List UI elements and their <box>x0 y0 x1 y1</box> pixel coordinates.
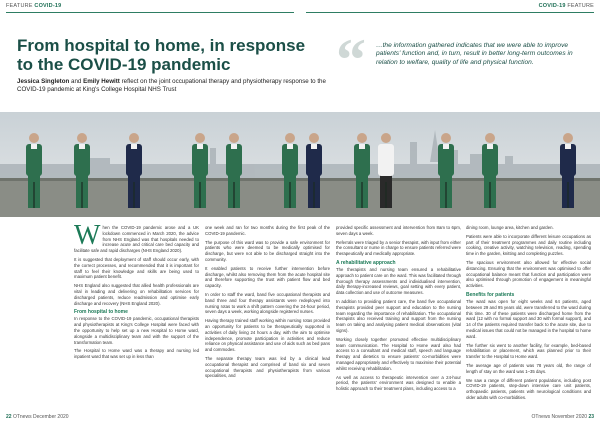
article-title: From hospital to home, in response to the COVID-19 pandemic <box>17 36 306 74</box>
paragraph-text: hen the COVID-19 pandemic arose and a UK lockdown commenced in March 2020, the advice from NHS England was that hospitals needed to increase acute and critical care bed capacity and facilitate safe and rapid discharges (NHS England 2020). <box>74 225 199 254</box>
section-label: FEATURE <box>6 3 33 9</box>
subheading: Benefits for patients <box>466 291 515 298</box>
page-number: 23 <box>588 414 594 420</box>
subheading: From hospital to home <box>74 309 128 316</box>
section-label: FEATURE <box>567 3 594 9</box>
topic-label: COVID-19 <box>538 3 566 9</box>
publication-name: OTnews <box>12 414 32 420</box>
paragraph: The ward was open for eight weeks and 64 patients, aged between 29 and 95 years old, were transferred to the ward during this time. 30 of these patients were discharged home from the ward (12 with no formal support and 30 with formal support), and 14 of the patients required transfer back to the acute site, due to medical issues that could not be managed in the hospital to home ward. <box>466 298 591 339</box>
running-header-right <box>539 3 594 9</box>
paragraph: It is suggested that deployment of staff should occur early, with the correct processes, and recommended that it is important for staff to feel their knowledge and skills are being used to maximum patient benefit. <box>74 256 199 280</box>
paragraph: The separate therapy team was led by a clinical lead occupational therapist and comprised of band six and seven occupational therapists and physiotherapists from various specialities, and <box>205 355 330 379</box>
quote-mark-icon: “ <box>336 27 366 93</box>
paragraph: provided specific assessment and intervention from 8am to 6pm, seven days a week. <box>336 225 461 236</box>
person <box>26 133 42 208</box>
header-rule <box>6 12 294 13</box>
person <box>192 133 208 208</box>
paragraph: Having therapy trained staff working within nursing rotas provided an opportunity for patients to be therapeutically supported in activities of daily living 24 hours a day, with the aim to optimise independence, promote participation in activities and reduce reliance on physical assistance and use of aids such as bed pans and commodes. <box>205 318 330 353</box>
paragraph: The further six went to another facility, for example, bed-based rehabilitation or placement, which was planned prior to their transfer to the Hospital to Home ward. <box>466 342 591 360</box>
paragraph: We saw a range of different patient populations, including post COVID-19 patients, step-down intensive care unit patients, orthopaedic patients, patients with neurological conditions and older adults with co-morbidities. <box>466 377 591 400</box>
body-column-3 <box>336 225 461 395</box>
standfirst-conjunction: and <box>71 78 82 85</box>
paragraph: It enabled patients to receive further intervention before discharge, whilst also removing them from the acute hospital site and therefore supporting the trust with patient flow and bed capacity. <box>205 265 330 289</box>
issue-date: November 2020 <box>551 414 588 420</box>
standfirst <box>17 78 347 94</box>
person <box>282 133 298 208</box>
person <box>306 133 322 208</box>
body-column-2 <box>205 225 330 382</box>
page-number: 22 <box>6 414 12 420</box>
paragraph: In addition to providing patient care, the band five occupational therapists provided peer support and education to the nursing team regarding the importance of rehabilitation. The occupational therapists also received training and support from the nursing team on taking and analysing patient medical observations (vital signs). <box>336 298 461 333</box>
paragraph: In response to the COVID-19 pandemic, occupational therapists and physiotherapists at King's College Hospital were faced with the opportunity to help set up a new Hospital to Home ward, alongside a multidisciplinary team and with the support of the transformation team. <box>74 316 199 345</box>
body-column-4 <box>466 225 591 404</box>
standfirst-text: reflect on the joint occupational therapy and physiotherapy response to the COVID-19 pandemic at King's College Hospital NHS Trust <box>17 78 326 94</box>
person <box>354 133 370 208</box>
body-column-1 <box>74 220 199 363</box>
subheading: A rehabilitative approach <box>336 259 396 266</box>
person <box>226 133 242 208</box>
paragraph: The Hospital to Home ward was a therapy and nursing led inpatient ward that was set up in less than <box>74 348 199 360</box>
paragraph: NHS England also suggested that allied health professionals are vital in leading and delivering on rehabilitation services for discharged patients, reduce readmission and optimise early discharge and recovery (NHS England 2020). <box>74 283 199 306</box>
person <box>126 133 142 208</box>
drop-cap: W <box>74 220 101 251</box>
running-header-left <box>6 3 61 9</box>
publication-name: OTnews <box>531 414 551 420</box>
pull-quote: …the information gathered indicates that we were able to improve patients' function and, in turn, result in better long-term outcomes in relation to welfare, quality of life and physical function. <box>376 42 573 66</box>
footer-right <box>531 414 594 420</box>
person <box>482 133 498 208</box>
person <box>74 133 90 208</box>
paragraph: The spacious environment also allowed for effective social distancing. Ensuring that the environment was optimised to offer occupational balance meant that function and participation were also optimised through promotion of engagement in meaningful activities. <box>466 259 591 289</box>
person <box>378 133 394 208</box>
paragraph: Referrals were triaged by a senior therapist, with input from either the consultant or nurse in charge to ensure patients referred were therapeutically and medically appropriate. <box>336 239 461 257</box>
paragraph: dining room, lounge area, kitchen and garden. <box>466 225 554 230</box>
paragraph: As well as access to therapeutic intervention over a 24-hour period, the patients' environment was designed to enable a holistic approach to their treatment plans, including access to a <box>336 374 461 392</box>
paragraph: Working closely together promoted effective multidisciplinary team communication. The Hospital to Home ward also had access to a consultant and medical staff, speech and language therapy and dietetics to ensure patients' co-morbidities were managed appropriately and effectively to maximise their potential whilst receiving rehabilitation. <box>336 336 461 371</box>
author-name: Jessica Singleton <box>17 78 70 85</box>
paragraph: In order to staff the ward, band five occupational therapists and band three and four therapy assistants were redeployed into nursing rotas to work a shift pattern covering the 24-hour period, seven days a week, working alongside registered nurses. <box>205 291 330 315</box>
person <box>438 133 454 208</box>
paragraph: The therapists and nursing team ensured a rehabilitative approach to patient care on the ward. This was facilitated through thorough therapy assessments and individualised intervention, daily therapy-increased reviews, goal setting with every patient, data collection and use of outcome measures. <box>336 266 461 296</box>
issue-date: December 2020 <box>32 414 69 420</box>
topic-label: COVID-19 <box>34 3 62 9</box>
paragraph: The purpose of this ward was to provide a safe environment for patients who were deemed to be medically optimised for discharge, but were not able to be discharged straight into the community. <box>205 239 330 262</box>
author-name: Emily Hewitt <box>83 78 120 85</box>
paragraph: Patients were able to incorporate different leisure occupations as part of their treatment programmes and daily routine including cooking, creative activity, watching television, reading, spending time in the garden, knitting and completing puzzles. <box>466 233 591 257</box>
header-rule <box>306 12 594 13</box>
footer-left <box>6 414 69 420</box>
paragraph: one week and ran for two months during the first peak of the COVID-19 pandemic. <box>205 225 330 236</box>
paragraph: The average age of patients was 78 years old, the range of length of stay on the ward was 1–35 days. <box>466 362 591 374</box>
person <box>560 133 576 208</box>
team-photo <box>0 112 600 217</box>
paragraph <box>74 220 199 254</box>
